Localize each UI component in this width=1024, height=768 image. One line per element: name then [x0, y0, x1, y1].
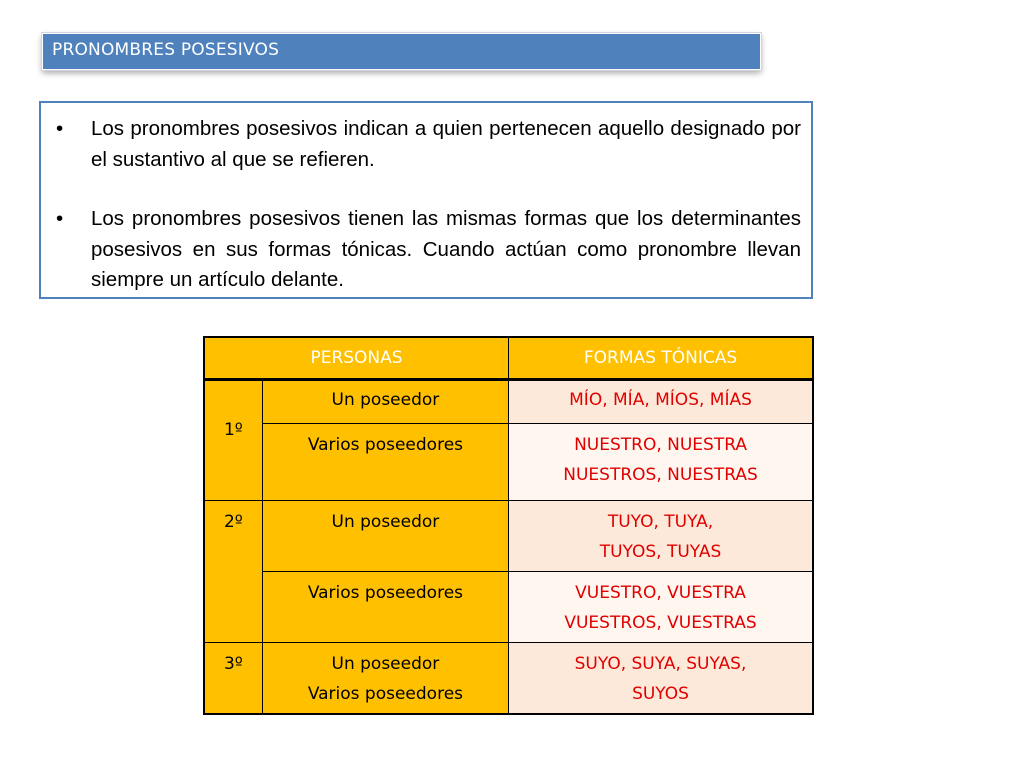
pronoun-forms-line: SUYO, SUYA, SUYAS,	[574, 654, 747, 674]
pronoun-forms-line: VUESTRO, VUESTRA	[575, 583, 746, 603]
possessive-pronouns-table	[204, 337, 813, 714]
definition-text-box	[39, 101, 813, 299]
bullet-marker: •	[56, 207, 64, 230]
pronoun-forms-line: TUYO, TUYA,	[607, 512, 714, 532]
bullet-item	[56, 204, 801, 296]
pronoun-forms-line: NUESTROS, NUESTRAS	[563, 465, 758, 485]
possessor-type: Varios poseedores	[262, 424, 508, 501]
pronoun-forms-line: NUESTRO, NUESTRA	[574, 435, 747, 455]
bullet-marker: •	[56, 117, 64, 140]
possessor-type-line: Un poseedor	[331, 654, 440, 674]
possessor-type	[262, 643, 508, 714]
pronoun-forms	[509, 643, 813, 714]
pronoun-forms-line: SUYOS	[632, 684, 689, 704]
bullet-item	[56, 114, 801, 175]
pronoun-forms	[509, 424, 813, 501]
table-row	[205, 380, 813, 424]
bullet-text: Los pronombres posesivos indican a quien pertenecen aquello designado por el sustantivo al que se refieren.	[91, 117, 801, 171]
person-second: 2º	[205, 501, 263, 643]
pronoun-forms	[509, 572, 813, 643]
slide-title-bar	[42, 33, 761, 70]
pronoun-forms-line: VUESTROS, VUESTRAS	[564, 613, 757, 633]
person-first: 1º	[205, 380, 263, 501]
pronoun-forms-line: TUYOS, TUYAS	[599, 542, 722, 562]
table-row	[205, 643, 813, 714]
person-third: 3º	[205, 643, 263, 714]
pronoun-forms	[509, 501, 813, 572]
table-header-row	[205, 338, 813, 380]
header-formas-tonicas: FORMAS TÓNICAS	[509, 338, 813, 380]
bullet-text: Los pronombres posesivos tienen las mismas formas que los determinantes posesivos en sus formas tónicas. Cuando actúan como pronombre llevan siempre un artículo delante.	[91, 207, 801, 291]
possessor-type-line: Varios poseedores	[307, 684, 464, 704]
possessor-type: Varios poseedores	[262, 572, 508, 643]
table-row	[205, 572, 813, 643]
possessor-type: Un poseedor	[262, 501, 508, 572]
header-personas: PERSONAS	[205, 338, 509, 380]
possessor-type: Un poseedor	[262, 380, 508, 424]
pronoun-forms: MÍO, MÍA, MÍOS, MÍAS	[509, 380, 813, 424]
table-row	[205, 424, 813, 501]
table-row	[205, 501, 813, 572]
slide-title: PRONOMBRES POSESIVOS	[52, 40, 280, 60]
